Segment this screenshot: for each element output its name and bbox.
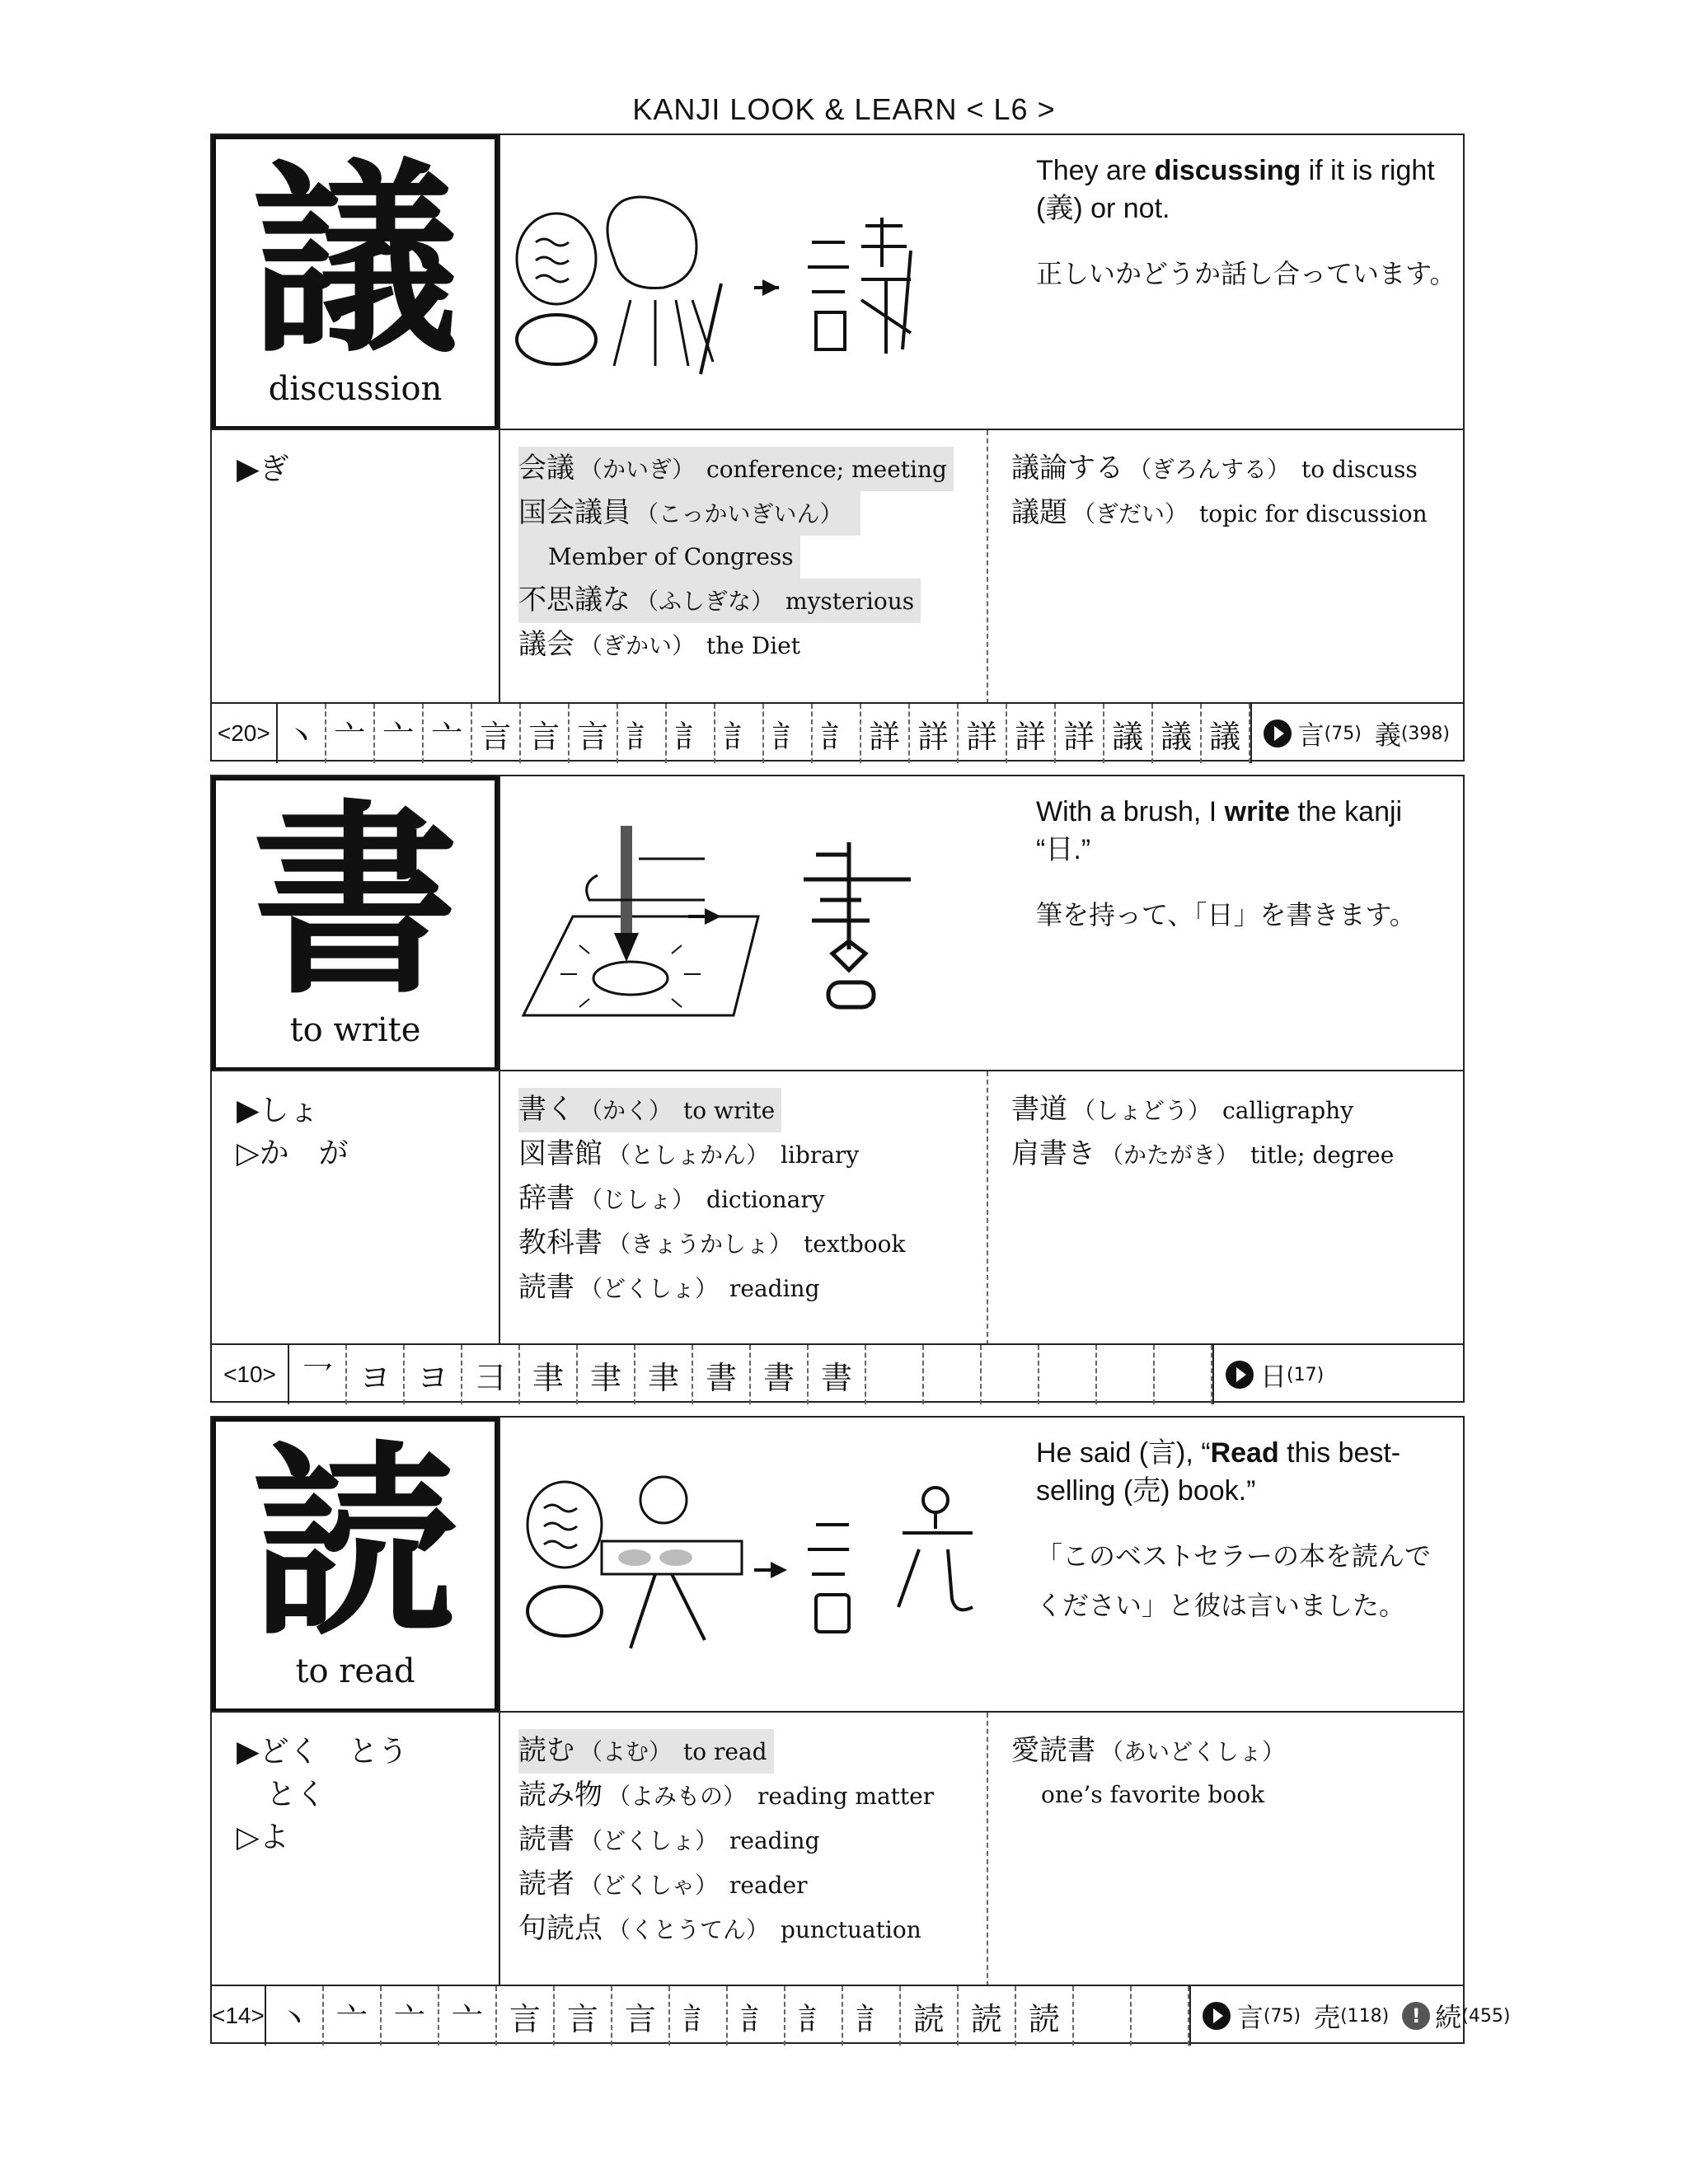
stroke-step: 訁 [813, 704, 861, 763]
vocab-list-primary: 会議 （かいぎ） conference; meeting 国会議員 （こっかいぎいん） Member of Congress 不思議な （ふしぎな） mysterious 議会 （ぎかい） the Diet [518, 447, 954, 668]
stroke-step [1039, 1345, 1097, 1404]
mnemonic-story-japanese: 正しいかどうか話し合っています。 [1036, 258, 1456, 289]
kanji-meaning: discussion [268, 370, 443, 408]
kanji-character: 議 [252, 141, 458, 381]
stroke-step: 聿 [520, 1345, 578, 1404]
stroke-step: 亠 [375, 704, 424, 763]
kanji-card-to-read [210, 1416, 1511, 2044]
stroke-step: 詳 [959, 704, 1007, 763]
stroke-step: 聿 [578, 1345, 635, 1404]
stroke-step: 詳 [1056, 704, 1104, 763]
stroke-order-row [212, 1345, 1463, 1404]
radical-references [1189, 1986, 1524, 2046]
radical-number: (75) [1263, 2005, 1301, 2027]
radical-number: (75) [1324, 723, 1362, 744]
mnemonic-illustration [499, 776, 1010, 1071]
stroke-step: 亠 [326, 704, 375, 763]
kanji-box [212, 1418, 499, 1713]
stroke-step: 詳 [861, 704, 910, 763]
stroke-count: <10> [212, 1345, 289, 1404]
radical-kanji: 義 [1374, 719, 1401, 751]
stroke-step: 言 [612, 1986, 670, 2046]
vocab-list-primary: 読む （よむ） to read 読み物 （よみもの） reading matter 読書 （どくしょ） reading 読者 （どくしゃ） reader 句読点 （くとうてん） punctuation [518, 1729, 934, 1952]
stroke-step: 議 [1153, 704, 1202, 763]
radical-number: (118) [1340, 2005, 1390, 2027]
stroke-step: 詳 [1007, 704, 1056, 763]
stroke-step: 言 [521, 704, 570, 763]
vocab-list-secondary: 書道 （しょどう） calligraphy 肩書き （かたがき） title; degree [1011, 1093, 1395, 1170]
stroke-step [982, 1345, 1039, 1404]
stroke-step: ヨ [405, 1345, 462, 1404]
stroke-order-row [212, 1986, 1511, 2046]
readings: ▶しょ ▷か が [237, 1094, 349, 1170]
stroke-step: 議 [1104, 704, 1153, 763]
stroke-count: <14> [212, 1986, 266, 2046]
stroke-step: 書 [809, 1345, 866, 1404]
stroke-step: 言 [472, 704, 521, 763]
mnemonic-story: With a brush, I write the kanji “日.” 筆を持って、「日」を書きます。 [1036, 793, 1456, 940]
stroke-step: 乛 [289, 1345, 347, 1404]
stroke-count: <20> [212, 704, 278, 763]
radical-kanji: 言 [1297, 719, 1325, 751]
play-icon [1226, 1361, 1254, 1389]
stroke-step: ヨ [347, 1345, 405, 1404]
exclamation-icon: ! [1402, 2002, 1430, 2030]
stroke-step: 丶 [266, 1986, 324, 2046]
stroke-step: 訁 [785, 1986, 843, 2046]
kanji-card-discussion [210, 134, 1465, 762]
stroke-step: 議 [1202, 704, 1250, 763]
vocab-list-primary: 書く （かく） to write 図書館 （としょかん） library 辞書 （じしょ） dictionary 教科書 （きょうかしょ） textbook 読書 （どくしょ） reading [518, 1088, 906, 1310]
radical-kanji: 売 [1314, 2002, 1341, 2033]
kanji-character: 書 [252, 782, 458, 1022]
stroke-step: 丶 [278, 704, 326, 763]
stroke-step: 詳 [910, 704, 959, 763]
kanji-character: 読 [252, 1423, 458, 1663]
kanji-box [212, 135, 499, 430]
stroke-step: 読 [901, 1986, 959, 2046]
stroke-step: 訁 [843, 1986, 901, 2046]
vocab-list-secondary: 議論する （ぎろんする） to discuss 議題 （ぎだい） topic for discussion [1011, 452, 1428, 529]
mnemonic-illustration [499, 135, 1010, 430]
stroke-step: 訁 [618, 704, 667, 763]
mnemonic-story: They are discussing if it is right (義) or not. 正しいかどうか話し合っています。 [1036, 152, 1456, 298]
radical-references [1250, 704, 1463, 763]
stroke-step: 言 [570, 704, 618, 763]
vocab-list-secondary: 愛読書 （あいどくしょ） one’s favorite book [1011, 1734, 1286, 1808]
stroke-step: 書 [751, 1345, 809, 1404]
radical-kanji: 言 [1236, 2002, 1264, 2033]
radical-kanji: 続 [1435, 2002, 1462, 2033]
stroke-step [866, 1345, 924, 1404]
stroke-step [1097, 1345, 1155, 1404]
stroke-step: 亠 [382, 1986, 439, 2046]
stroke-step: ⺕ [462, 1345, 520, 1404]
radical-number: (398) [1400, 723, 1450, 744]
radical-number: (455) [1461, 2005, 1511, 2027]
kanji-card-to-write [210, 775, 1465, 1403]
play-icon [1264, 719, 1292, 748]
stroke-step: 訁 [728, 1986, 785, 2046]
stroke-step: 訁 [764, 704, 813, 763]
stroke-step: 言 [555, 1986, 612, 2046]
kanji-meaning: to read [295, 1652, 415, 1690]
stroke-step: 訁 [670, 1986, 728, 2046]
stroke-step: 書 [693, 1345, 751, 1404]
kanji-box [212, 776, 499, 1071]
stroke-step: 亠 [424, 704, 472, 763]
stroke-step [1074, 1986, 1132, 2046]
stroke-step: 読 [959, 1986, 1016, 2046]
kanji-meaning: to write [289, 1011, 421, 1049]
stroke-order-row [212, 704, 1463, 763]
stroke-step [1132, 1986, 1189, 2046]
stroke-step: 読 [1016, 1986, 1074, 2046]
stroke-step: 聿 [635, 1345, 693, 1404]
page-title: KANJI LOOK & LEARN < L6 > [632, 92, 1056, 126]
play-icon [1203, 2002, 1231, 2030]
stroke-step: 亠 [324, 1986, 382, 2046]
radical-kanji: 日 [1260, 1361, 1287, 1392]
mnemonic-story-japanese: 「このベストセラーの本を読んでください」と彼は言いました。 [1036, 1540, 1432, 1621]
stroke-step [1155, 1345, 1212, 1404]
mnemonic-illustration [499, 1418, 1010, 1713]
mnemonic-story-japanese: 筆を持って、「日」を書きます。 [1036, 899, 1416, 930]
stroke-step: 訁 [715, 704, 764, 763]
readings: ▶どく とう とく ▷よ [237, 1735, 408, 1854]
mnemonic-story: He said (言), “Read this best-selling (売) book.” 「このベストセラーの本を読んでください」と彼は言いました。 [1036, 1434, 1456, 1630]
stroke-step: 亠 [439, 1986, 497, 2046]
radical-number: (17) [1287, 1364, 1325, 1385]
stroke-step: 言 [497, 1986, 555, 2046]
stroke-step [924, 1345, 982, 1404]
stroke-step: 訁 [667, 704, 715, 763]
radical-references [1212, 1345, 1463, 1404]
readings: ▶ぎ [237, 452, 289, 486]
